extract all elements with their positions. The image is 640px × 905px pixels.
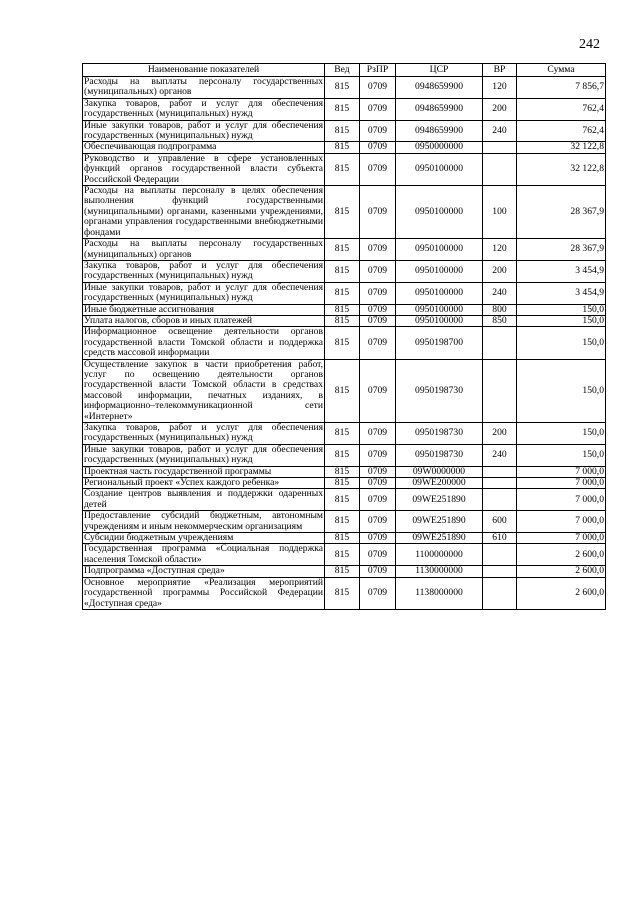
cell-name: Руководство и управление в сфере установленных функций органов государственной власти субъекта Российской Федерации — [84, 152, 323, 185]
table-row — [83, 239, 606, 261]
table-row — [83, 260, 606, 282]
cell-vr — [483, 478, 517, 489]
cell-rzpr: 0709 — [360, 77, 396, 99]
cell-rzpr: 0709 — [360, 304, 396, 315]
cell-sum: 2 600,0 — [517, 577, 606, 609]
cell-ved: 815 — [325, 489, 360, 511]
cell-ved: 815 — [325, 466, 360, 477]
header-csr: ЦСР — [396, 64, 483, 77]
cell-vr: 240 — [483, 444, 517, 466]
cell-vr: 240 — [483, 120, 517, 142]
cell-csr: 09WE251890 — [396, 511, 483, 533]
header-sum: Сумма — [517, 64, 606, 77]
table-row — [83, 98, 606, 120]
cell-rzpr: 0709 — [360, 315, 396, 326]
header-vr: ВР — [483, 64, 517, 77]
cell-vr: 200 — [483, 98, 517, 120]
cell-name: Закупка товаров, работ и услуг для обеспечения государственных (муниципальных) нужд — [84, 97, 323, 120]
table-row — [83, 511, 606, 533]
table-row — [83, 566, 606, 577]
cell-name: Иные закупки товаров, работ и услуг для обеспечения государственных (муниципальных) нужд — [84, 281, 323, 304]
table-header-row — [83, 64, 606, 77]
cell-vr: 240 — [483, 282, 517, 304]
cell-rzpr: 0709 — [360, 186, 396, 239]
table-row — [83, 466, 606, 477]
cell-csr: 0950100000 — [396, 239, 483, 261]
cell-vr — [483, 577, 517, 609]
cell-sum: 32 122,8 — [517, 153, 606, 185]
cell-sum: 7 000,0 — [517, 533, 606, 544]
table-row — [83, 327, 606, 359]
cell-sum: 7 000,0 — [517, 489, 606, 511]
cell-name: Обеспечивающая подпрограмма — [83, 142, 325, 153]
table-row — [83, 77, 606, 99]
cell-name: Расходы на выплаты персоналу в целях обеспечения выполнения функций государственными (муниципальными) органами, казенными учреждениями, органами управления государственными внебюджетными фондами — [84, 185, 323, 238]
cell-csr: 0950100000 — [396, 282, 483, 304]
cell-vr: 120 — [483, 77, 517, 99]
cell-rzpr: 0709 — [360, 423, 396, 445]
cell-name: Предоставление субсидий бюджетным, автономным учреждениям и иным некоммерческим организациям — [84, 510, 323, 532]
cell-vr — [483, 544, 517, 566]
cell-ved: 815 — [325, 327, 360, 359]
cell-csr: 1130000000 — [396, 566, 483, 577]
cell-rzpr: 0709 — [360, 544, 396, 566]
cell-sum: 150,0 — [517, 359, 606, 422]
cell-sum: 150,0 — [517, 444, 606, 466]
cell-name: Подпрограмма «Доступная среда» — [83, 566, 325, 577]
cell-name: Закупка товаров, работ и услуг для обеспечения государственных (муниципальных) нужд — [84, 422, 323, 444]
cell-csr: 1100000000 — [396, 544, 483, 566]
cell-csr: 09WE251890 — [396, 489, 483, 511]
cell-ved: 815 — [325, 304, 360, 315]
cell-name: Субсидии бюджетным учреждениям — [83, 533, 325, 544]
cell-name: Создание центров выявления и поддержки одаренных детей — [84, 488, 323, 510]
cell-rzpr: 0709 — [360, 142, 396, 153]
cell-vr — [483, 466, 517, 477]
cell-rzpr: 0709 — [360, 359, 396, 422]
cell-rzpr: 0709 — [360, 533, 396, 544]
table-row — [83, 444, 606, 466]
table-row — [83, 577, 606, 609]
cell-csr: 0950198730 — [396, 444, 483, 466]
cell-sum: 2 600,0 — [517, 544, 606, 566]
cell-vr: 610 — [483, 533, 517, 544]
cell-csr: 09WE251890 — [396, 533, 483, 544]
cell-name: Уплата налогов, сборов и иных платежей — [83, 315, 325, 326]
cell-name: Иные закупки товаров, работ и услуг для обеспечения государственных (муниципальных) нужд — [84, 119, 323, 142]
cell-ved: 815 — [325, 533, 360, 544]
table-row — [83, 153, 606, 185]
cell-vr: 100 — [483, 186, 517, 239]
cell-name: Расходы на выплаты персоналу государственных (муниципальных) органов — [84, 76, 323, 98]
cell-ved: 815 — [325, 77, 360, 99]
cell-name: Расходы на выплаты персоналу государственных (муниципальных) органов — [84, 238, 323, 260]
cell-sum: 2 600,0 — [517, 566, 606, 577]
budget-table — [82, 63, 606, 610]
cell-sum: 762,4 — [517, 120, 606, 142]
cell-csr: 1138000000 — [396, 577, 483, 609]
table-body — [83, 77, 606, 610]
cell-sum: 7 000,0 — [517, 511, 606, 533]
cell-sum: 762,4 — [517, 98, 606, 120]
cell-csr: 0950198700 — [396, 327, 483, 359]
table-row — [83, 359, 606, 422]
table-row — [83, 142, 606, 153]
cell-sum: 150,0 — [517, 423, 606, 445]
table-row — [83, 282, 606, 304]
table-row — [83, 423, 606, 445]
cell-ved: 815 — [325, 577, 360, 609]
cell-ved: 815 — [325, 511, 360, 533]
cell-rzpr: 0709 — [360, 466, 396, 477]
cell-csr: 0950198730 — [396, 423, 483, 445]
cell-name: Закупка товаров, работ и услуг для обеспечения государственных (муниципальных) нужд — [84, 259, 323, 282]
header-ved: Вед — [325, 64, 360, 77]
cell-csr: 0950100000 — [396, 186, 483, 239]
header-name: Наименование показателей — [83, 64, 325, 77]
cell-ved: 815 — [325, 98, 360, 120]
cell-csr: 0950000000 — [396, 142, 483, 153]
cell-ved: 815 — [325, 423, 360, 445]
table-row — [83, 533, 606, 544]
cell-csr: 0950198730 — [396, 359, 483, 422]
page-number: 242 — [579, 37, 600, 52]
cell-name: Информационное освещение деятельности органов государственной власти Томской области и поддержка средств массовой информации — [84, 326, 323, 359]
cell-ved: 815 — [325, 444, 360, 466]
cell-csr: 0948659900 — [396, 98, 483, 120]
table-row — [83, 478, 606, 489]
cell-csr: 0950100000 — [396, 315, 483, 326]
cell-csr: 0948659900 — [396, 77, 483, 99]
cell-ved: 815 — [325, 186, 360, 239]
cell-rzpr: 0709 — [360, 511, 396, 533]
cell-vr — [483, 153, 517, 185]
cell-ved: 815 — [325, 239, 360, 261]
cell-vr: 600 — [483, 511, 517, 533]
cell-sum: 7 000,0 — [517, 466, 606, 477]
cell-name: Региональный проект «Успех каждого ребенка» — [83, 478, 325, 489]
cell-name: Государственная программа «Социальная поддержка населения Томской области» — [84, 543, 323, 565]
cell-ved: 815 — [325, 260, 360, 282]
table-row — [83, 544, 606, 566]
cell-rzpr: 0709 — [360, 577, 396, 609]
cell-ved: 815 — [325, 566, 360, 577]
cell-vr: 120 — [483, 239, 517, 261]
cell-csr: 0948659900 — [396, 120, 483, 142]
table-row — [83, 304, 606, 315]
cell-sum: 32 122,8 — [517, 142, 606, 153]
cell-rzpr: 0709 — [360, 566, 396, 577]
cell-ved: 815 — [325, 153, 360, 185]
cell-name: Иные закупки товаров, работ и услуг для обеспечения государственных (муниципальных) нужд — [84, 443, 323, 466]
cell-ved: 815 — [325, 315, 360, 326]
table-row — [83, 120, 606, 142]
cell-name: Проектная часть государственной программы — [83, 466, 325, 477]
cell-name: Осуществление закупок в части приобретения работ, услуг по освещению деятельности органов государственной власти Томской области в средствах массовой информации, печатных изданиях, в информационно–телекоммуникационной сети «Интернет» — [84, 358, 323, 422]
cell-vr: 850 — [483, 315, 517, 326]
cell-sum: 28 367,9 — [517, 186, 606, 239]
table-row — [83, 489, 606, 511]
cell-rzpr: 0709 — [360, 282, 396, 304]
cell-vr: 200 — [483, 260, 517, 282]
cell-csr: 09W0000000 — [396, 466, 483, 477]
cell-ved: 815 — [325, 544, 360, 566]
table-row — [83, 186, 606, 239]
cell-sum: 3 454,9 — [517, 260, 606, 282]
cell-vr — [483, 566, 517, 577]
cell-rzpr: 0709 — [360, 444, 396, 466]
cell-rzpr: 0709 — [360, 489, 396, 511]
cell-ved: 815 — [325, 142, 360, 153]
cell-name: Основное мероприятие «Реализация мероприятий государственной программы Российской Федерации «Доступная среда» — [84, 576, 323, 609]
cell-sum: 28 367,9 — [517, 239, 606, 261]
cell-rzpr: 0709 — [360, 260, 396, 282]
cell-sum: 150,0 — [517, 315, 606, 326]
cell-csr: 09WE200000 — [396, 478, 483, 489]
cell-sum: 3 454,9 — [517, 282, 606, 304]
cell-rzpr: 0709 — [360, 98, 396, 120]
cell-vr — [483, 142, 517, 153]
cell-sum: 7 856,7 — [517, 77, 606, 99]
cell-ved: 815 — [325, 359, 360, 422]
cell-rzpr: 0709 — [360, 239, 396, 261]
header-rzpr: РзПР — [360, 64, 396, 77]
cell-vr — [483, 327, 517, 359]
cell-vr — [483, 489, 517, 511]
cell-sum: 7 000,0 — [517, 478, 606, 489]
cell-sum: 150,0 — [517, 327, 606, 359]
cell-vr — [483, 359, 517, 422]
cell-csr: 0950100000 — [396, 304, 483, 315]
cell-ved: 815 — [325, 120, 360, 142]
cell-ved: 815 — [325, 282, 360, 304]
cell-rzpr: 0709 — [360, 120, 396, 142]
cell-csr: 0950100000 — [396, 153, 483, 185]
cell-vr: 800 — [483, 304, 517, 315]
cell-csr: 0950100000 — [396, 260, 483, 282]
table-row — [83, 315, 606, 326]
cell-sum: 150,0 — [517, 304, 606, 315]
cell-rzpr: 0709 — [360, 478, 396, 489]
cell-rzpr: 0709 — [360, 327, 396, 359]
cell-ved: 815 — [325, 478, 360, 489]
cell-rzpr: 0709 — [360, 153, 396, 185]
cell-vr: 200 — [483, 423, 517, 445]
cell-name: Иные бюджетные ассигнования — [83, 304, 325, 315]
